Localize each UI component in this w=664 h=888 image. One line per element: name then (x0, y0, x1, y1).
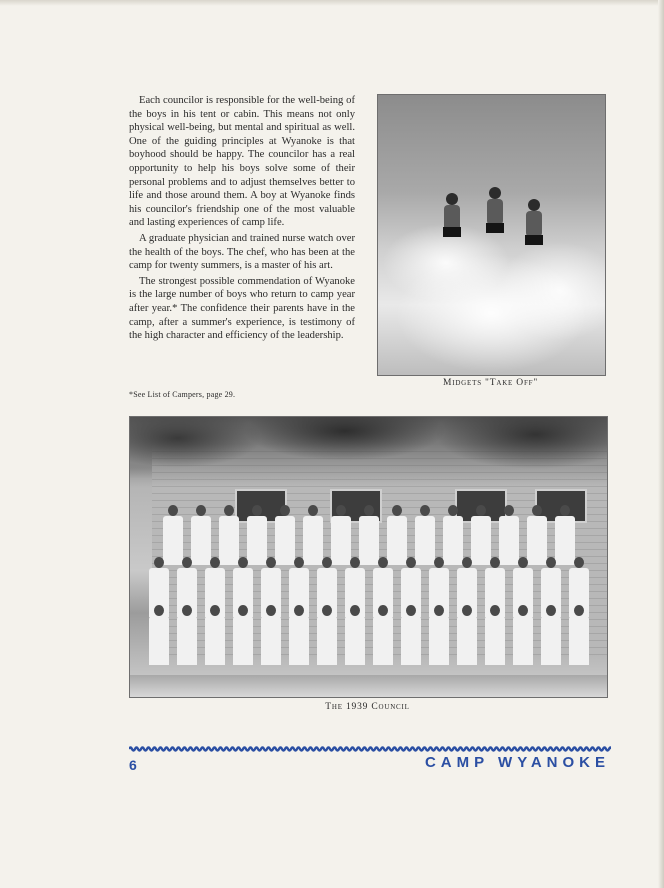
footer-title: CAMP WYANOKE (424, 754, 610, 771)
caption-midgets: Midgets "Take Off" (442, 378, 539, 388)
paragraph-commendation: The strongest possible commendation of Wyanoke is the large number of boys who return to camp year after year.* The confidence their parents have in the camp, after a summer's experience, is testimony of the high character and efficiency of the leadership. (129, 275, 355, 342)
body-text-column (129, 94, 355, 345)
ground (130, 675, 607, 697)
paragraph-health: A graduate physician and trained nurse watch over the health of the boys. The chef, who has been at the camp for twenty summers, is a master of his art. (129, 232, 355, 272)
photo-boys-in-surf (377, 94, 606, 376)
photo-council-group (129, 416, 608, 698)
council-row-back (130, 505, 607, 565)
page-number: 6 (129, 757, 137, 773)
wave-rule-divider (129, 745, 611, 753)
page-edge-right (658, 0, 664, 888)
page-edge-top (0, 0, 664, 6)
paragraph-councilor: Each councilor is responsible for the well-being of the boys in his tent or cabin. This means not only physical well-being, but mental and spiritual as well. One of the guiding principles at Wyanoke is that boyhood should be happy. The councilor has a real opportunity to help his boys solve some of their personal problems and to adjust themselves better to life and those around them. A boy at Wyanoke finds his councilor's friendship one of the most valuable and lasting experiences of camp life. (129, 95, 355, 229)
tree-canopy (130, 417, 607, 487)
footnote: *See List of Campers, page 29. (129, 390, 236, 399)
council-row-front (130, 605, 607, 665)
caption-council: The 1939 Council (325, 702, 410, 712)
